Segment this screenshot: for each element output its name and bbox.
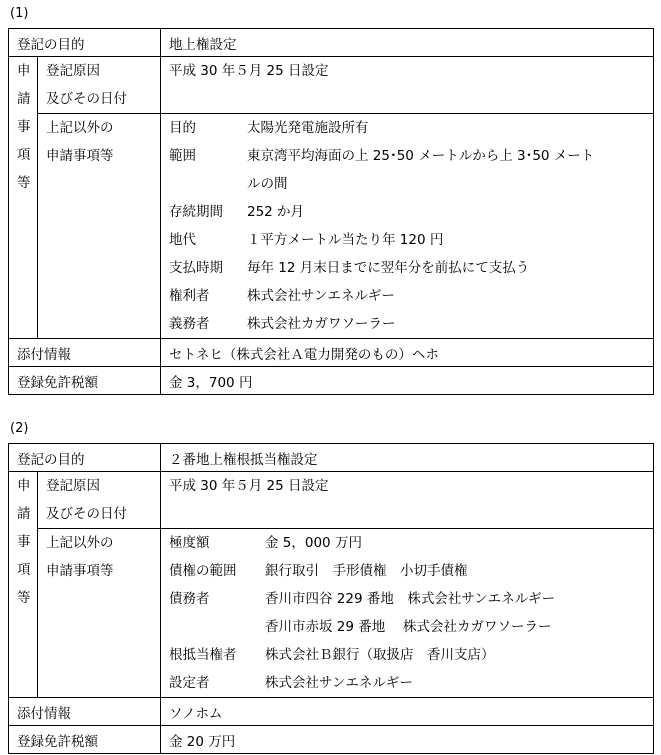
- tax-value: 金 3，700 円: [161, 367, 654, 395]
- side-label-column: [9, 472, 38, 698]
- other-items-list: [161, 529, 654, 698]
- section2-label: (2): [10, 421, 29, 436]
- section1-label: (1): [10, 6, 29, 21]
- other-items-label: 上記以外の 申請事項等: [38, 114, 161, 339]
- item-row: 地代 １平方メートル当たり年 120 円: [169, 232, 444, 248]
- item-row: 債権の範囲 銀行取引 手形債権 小切手債権: [169, 563, 468, 579]
- section1-table: [8, 28, 654, 395]
- side-char: 事: [17, 534, 31, 550]
- cause-value: 平成 30 年５月 25 日設定: [161, 57, 654, 114]
- attach-value: セトネヒ（株式会社Ａ電力開発のもの）ヘホ: [161, 339, 654, 367]
- side-char: 請: [17, 506, 31, 522]
- item-row: 債務者 香川市四谷 229 番地 株式会社サンエネルギー: [169, 591, 556, 607]
- other-items-list: [161, 114, 654, 339]
- item-row: 存続期間 252 か月: [169, 204, 305, 220]
- item-row: 支払時期 毎年 12 月末日までに翌年分を前払にて支払う: [169, 260, 530, 276]
- side-char: 等: [17, 175, 31, 191]
- item-row: 義務者 株式会社カガワソーラー: [169, 316, 396, 332]
- attach-label: 添付情報: [9, 339, 161, 367]
- side-char: 申: [17, 478, 31, 494]
- section2-table: [8, 443, 654, 754]
- cause-label: 登記原因 及びその日付: [38, 57, 161, 114]
- item-row: 極度額 金 5，000 万円: [169, 535, 362, 551]
- side-char: 項: [17, 562, 31, 578]
- other-items-label: 上記以外の 申請事項等: [38, 529, 161, 698]
- side-char: 項: [17, 147, 31, 163]
- item-row: ルの間: [247, 176, 288, 192]
- tax-label: 登録免許税額: [9, 367, 161, 395]
- cause-label: 登記原因 及びその日付: [38, 472, 161, 529]
- item-row: 香川市赤坂 29 番地 株式会社カガワソーラー: [265, 619, 552, 635]
- side-char: 申: [17, 63, 31, 79]
- side-char: 等: [17, 590, 31, 606]
- tax-label: 登録免許税額: [9, 726, 161, 754]
- side-char: 請: [17, 91, 31, 107]
- tax-value: 金 20 万円: [161, 726, 654, 754]
- item-row: 範囲 東京湾平均海面の上 25･50 メートルから上 3･50 メート: [169, 148, 595, 164]
- attach-value: ソノホム: [161, 698, 654, 726]
- attach-label: 添付情報: [9, 698, 161, 726]
- purpose-label: 登記の目的: [9, 444, 161, 472]
- cause-value: 平成 30 年５月 25 日設定: [161, 472, 654, 529]
- side-char: 事: [17, 119, 31, 135]
- item-row: 根抵当権者 株式会社Ｂ銀行（取扱店 香川支店）: [169, 647, 495, 663]
- item-row: 権利者 株式会社サンエネルギー: [169, 288, 395, 304]
- purpose-value: 地上権設定: [161, 29, 654, 57]
- purpose-label: 登記の目的: [9, 29, 161, 57]
- item-row: 目的 太陽光発電施設所有: [169, 120, 369, 136]
- item-row: 設定者 株式会社サンエネルギー: [169, 675, 413, 691]
- side-label-column: [9, 57, 38, 339]
- purpose-value: ２番地上権根抵当権設定: [161, 444, 654, 472]
